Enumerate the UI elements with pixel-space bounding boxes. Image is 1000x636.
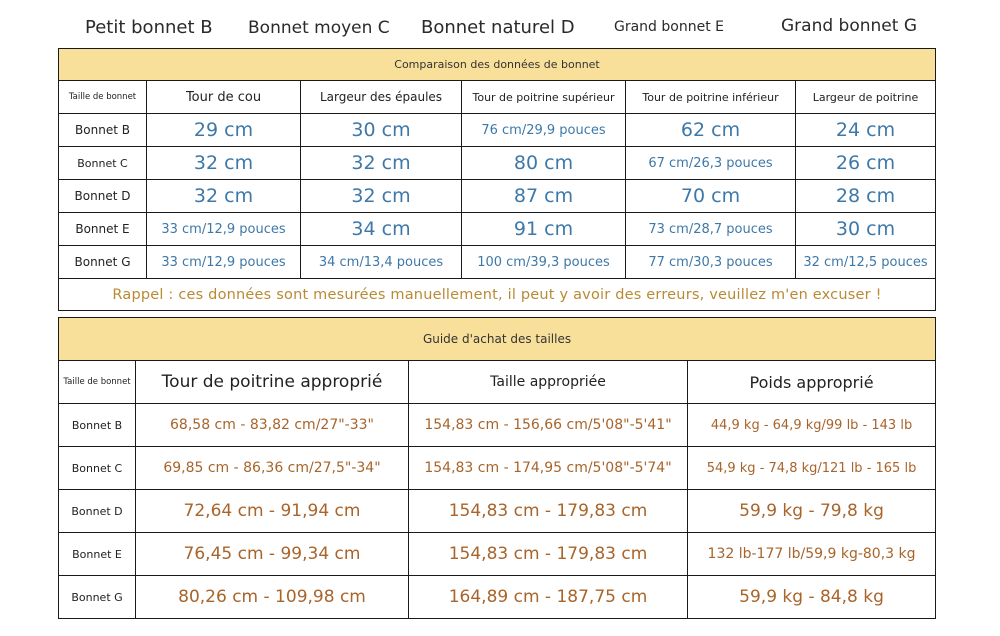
- table2-header-weight: Poids approprié: [688, 361, 936, 404]
- cup-size-labels: [0, 0, 1000, 48]
- table-cell: 164,89 cm - 187,75 cm: [409, 576, 688, 619]
- table-cell: 32 cm/12,5 pouces: [796, 246, 936, 279]
- table-cell: 72,64 cm - 91,94 cm: [136, 490, 409, 533]
- row-label: Bonnet C: [59, 447, 136, 490]
- table1-header-shoulder: Largeur des épaules: [301, 81, 462, 114]
- row-label: Bonnet E: [59, 213, 147, 246]
- top-label-e: Grand bonnet E: [614, 19, 724, 35]
- table-row: [59, 490, 936, 533]
- table-cell: 77 cm/30,3 pouces: [626, 246, 796, 279]
- table-cell: 91 cm: [462, 213, 626, 246]
- table-cell: 24 cm: [796, 114, 936, 147]
- table-cell: 29 cm: [147, 114, 301, 147]
- table-cell: 69,85 cm - 86,36 cm/27,5"-34": [136, 447, 409, 490]
- table-cell: 30 cm: [796, 213, 936, 246]
- table-cell: 154,83 cm - 179,83 cm: [409, 490, 688, 533]
- table-cell: 154,83 cm - 174,95 cm/5'08"-5'74": [409, 447, 688, 490]
- table-cell: 28 cm: [796, 180, 936, 213]
- table-cell: 62 cm: [626, 114, 796, 147]
- measurement-disclaimer: Rappel : ces données sont mesurées manuellement, il peut y avoir des erreurs, veuillez m'en excuser !: [59, 279, 936, 311]
- top-label-d: Bonnet naturel D: [421, 17, 575, 38]
- table-cell: 34 cm: [301, 213, 462, 246]
- table1-header-cup-size: Taille de bonnet: [59, 81, 147, 114]
- top-label-g: Grand bonnet G: [781, 16, 917, 36]
- table-cell: 76 cm/29,9 pouces: [462, 114, 626, 147]
- table-cell: 80 cm: [462, 147, 626, 180]
- row-label: Bonnet G: [59, 246, 147, 279]
- table-cell: 44,9 kg - 64,9 kg/99 lb - 143 lb: [688, 404, 936, 447]
- table-row: [59, 576, 936, 619]
- table-cell: 30 cm: [301, 114, 462, 147]
- row-label: Bonnet B: [59, 404, 136, 447]
- table-row: [59, 533, 936, 576]
- table-row: [59, 180, 936, 213]
- table-cell: 34 cm/13,4 pouces: [301, 246, 462, 279]
- table-cell: 33 cm/12,9 pouces: [147, 213, 301, 246]
- table-cell: 70 cm: [626, 180, 796, 213]
- table1-header-neck: Tour de cou: [147, 81, 301, 114]
- table2-header-height: Taille appropriée: [409, 361, 688, 404]
- table1-title: Comparaison des données de bonnet: [59, 49, 936, 81]
- table-cell: 32 cm: [301, 180, 462, 213]
- table-cell: 154,83 cm - 179,83 cm: [409, 533, 688, 576]
- table-row: [59, 147, 936, 180]
- table2-header-bust: Tour de poitrine approprié: [136, 361, 409, 404]
- row-label: Bonnet G: [59, 576, 136, 619]
- table2-title: Guide d'achat des tailles: [59, 318, 936, 361]
- table-cell: 54,9 kg - 74,8 kg/121 lb - 165 lb: [688, 447, 936, 490]
- table2-header-cup-size: Taille de bonnet: [59, 361, 136, 404]
- row-label: Bonnet D: [59, 490, 136, 533]
- table-cell: 26 cm: [796, 147, 936, 180]
- table-row: [59, 114, 936, 147]
- table-cell: 73 cm/28,7 pouces: [626, 213, 796, 246]
- table1-header-bust-width: Largeur de poitrine: [796, 81, 936, 114]
- table-row: [59, 447, 936, 490]
- table1-header-upper-bust: Tour de poitrine supérieur: [462, 81, 626, 114]
- table-cell: 32 cm: [301, 147, 462, 180]
- table-cell: 59,9 kg - 84,8 kg: [688, 576, 936, 619]
- row-label: Bonnet B: [59, 114, 147, 147]
- table-cell: 67 cm/26,3 pouces: [626, 147, 796, 180]
- table-cell: 100 cm/39,3 pouces: [462, 246, 626, 279]
- table1-header-under-bust: Tour de poitrine inférieur: [626, 81, 796, 114]
- table-row: [59, 404, 936, 447]
- table-cell: 32 cm: [147, 147, 301, 180]
- top-label-b: Petit bonnet B: [85, 17, 213, 38]
- cup-data-comparison-table: [58, 48, 936, 311]
- table-cell: 68,58 cm - 83,82 cm/27"-33": [136, 404, 409, 447]
- table-cell: 132 lb-177 lb/59,9 kg-80,3 kg: [688, 533, 936, 576]
- size-buying-guide-table: [58, 317, 936, 619]
- table-cell: 59,9 kg - 79,8 kg: [688, 490, 936, 533]
- row-label: Bonnet D: [59, 180, 147, 213]
- table-cell: 33 cm/12,9 pouces: [147, 246, 301, 279]
- top-label-c: Bonnet moyen C: [248, 18, 390, 38]
- table-cell: 32 cm: [147, 180, 301, 213]
- row-label: Bonnet E: [59, 533, 136, 576]
- table-cell: 154,83 cm - 156,66 cm/5'08"-5'41": [409, 404, 688, 447]
- table-cell: 76,45 cm - 99,34 cm: [136, 533, 409, 576]
- table-cell: 87 cm: [462, 180, 626, 213]
- table-row: [59, 246, 936, 279]
- table-cell: 80,26 cm - 109,98 cm: [136, 576, 409, 619]
- table-row: [59, 213, 936, 246]
- row-label: Bonnet C: [59, 147, 147, 180]
